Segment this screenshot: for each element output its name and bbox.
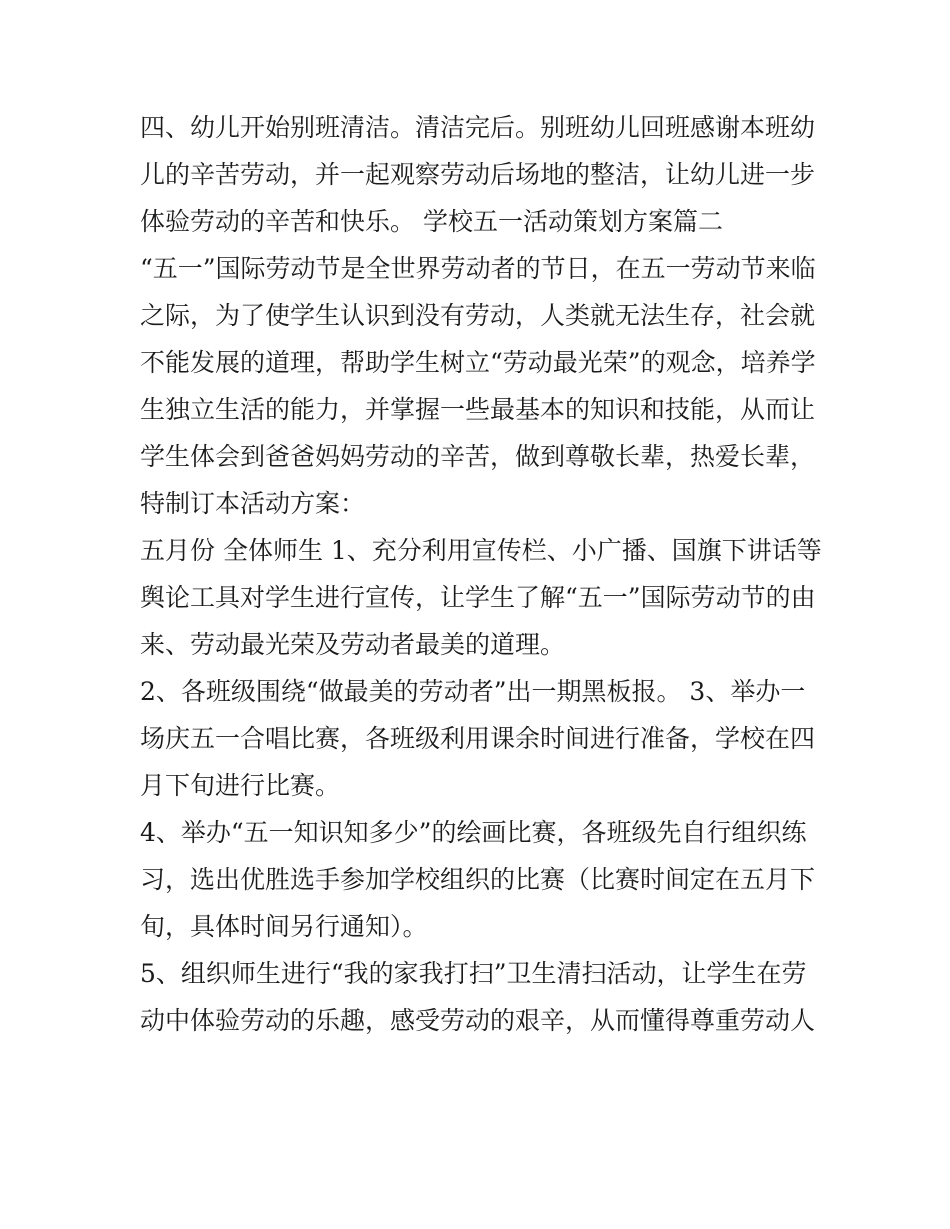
text-line-19: 5、组织师生进行“我的家我打扫”卫生清扫活动，让学生在劳 [140,959,807,988]
text-line-1: 四、幼儿开始别班清洁。清洁完后。别班幼儿回班感谢本班幼 [140,113,816,142]
text-line-17: 习，选出优胜选手参加学校组织的比赛（比赛时间定在五月下 [140,865,816,894]
text-line-14: 场庆五一合唱比赛，各班级利用课余时间进行准备，学校在四 [140,724,816,753]
document-body [140,104,820,1044]
text-line-9: 特制订本活动方案： [140,489,366,518]
text-line-10: 五月份 全体师生 1、充分利用宣传栏、小广播、国旗下讲话等 [140,536,822,565]
text-line-6: 不能发展的道理，帮助学生树立“劳动最光荣”的观念，培养学 [140,348,816,377]
text-line-16: 4、举办“五一知识知多少”的绘画比赛，各班级先自行组织练 [140,818,807,847]
text-line-3: 体验劳动的辛苦和快乐。 学校五一活动策划方案篇二 [140,207,723,236]
text-line-20: 动中体验劳动的乐趣，感受劳动的艰辛，从而懂得尊重劳动人 [140,1006,816,1035]
text-line-13: 2、各班级围绕“做最美的劳动者”出一期黑板报。 3、举办一 [140,677,806,706]
text-line-5: 之际，为了使学生认识到没有劳动，人类就无法生存，社会就 [140,301,816,330]
text-line-4: “五一”国际劳动节是全世界劳动者的节日，在五一劳动节来临 [140,254,816,283]
text-line-15: 月下旬进行比赛。 [140,771,341,800]
text-line-2: 儿的辛苦劳动，并一起观察劳动后场地的整洁，让幼儿进一步 [140,160,816,189]
text-line-18: 旬，具体时间另行通知）。 [140,912,428,941]
text-line-12: 来、劳动最光荣及劳动者最美的道理。 [140,630,566,659]
text-line-8: 学生体会到爸爸妈妈劳动的辛苦，做到尊敬长辈，热爱长辈， [140,442,816,471]
text-line-11: 舆论工具对学生进行宣传，让学生了解“五一”国际劳动节的由 [140,583,816,612]
text-line-7: 生独立生活的能力，并掌握一些最基本的知识和技能，从而让 [140,395,816,424]
